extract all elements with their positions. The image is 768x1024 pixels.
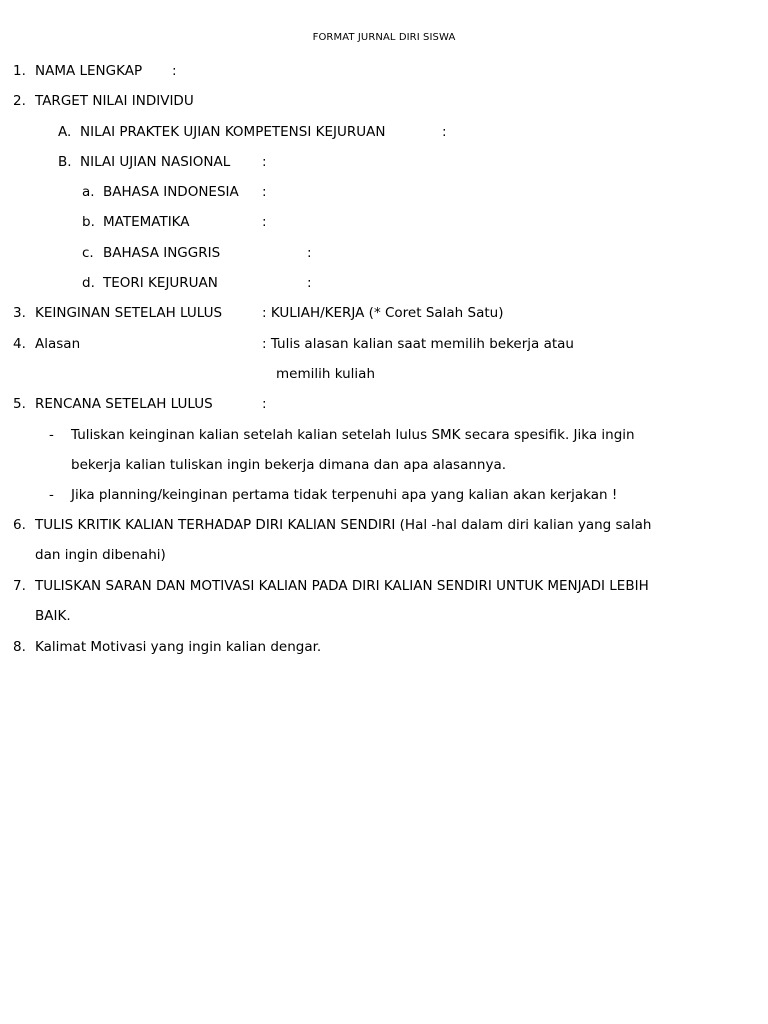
item-label: NILAI UJIAN NASIONAL (80, 154, 231, 170)
item-colon: : (442, 124, 447, 140)
item-colon: : (262, 214, 267, 230)
item-number: 3. (13, 305, 26, 321)
item-label: NAMA LENGKAP (35, 63, 143, 79)
item-number: c. (82, 245, 94, 261)
item-label: Alasan (35, 336, 81, 352)
item-colon: : (262, 154, 267, 170)
item-value: : KULIAH/KERJA (* Coret Salah Satu) (262, 305, 504, 321)
item-label: NILAI PRAKTEK UJIAN KOMPETENSI KEJURUAN (80, 124, 386, 140)
item-label: MATEMATIKA (103, 214, 190, 230)
item-number: d. (82, 275, 95, 291)
item-number: 5. (13, 396, 26, 412)
item-label: TARGET NILAI INDIVIDU (35, 93, 194, 109)
bullet-text: Jika planning/keinginan pertama tidak terpenuhi apa yang kalian akan kerjakan ! (71, 487, 618, 503)
item-colon: : (262, 184, 267, 200)
item-number: 7. (13, 578, 26, 594)
item-number: 2. (13, 93, 26, 109)
item-label: BAHASA INGGRIS (103, 245, 221, 261)
bullet-dash: - (49, 427, 54, 443)
item-number: a. (82, 184, 95, 200)
item-colon: : (262, 396, 267, 412)
item-number: b. (82, 214, 95, 230)
item-label: BAHASA INDONESIA (103, 184, 239, 200)
item-number: B. (58, 154, 72, 170)
item-label: KEINGINAN SETELAH LULUS (35, 305, 223, 321)
item-text-continuation: BAIK. (35, 608, 71, 624)
item-label: RENCANA SETELAH LULUS (35, 396, 213, 412)
document-title: FORMAT JURNAL DIRI SISWA (312, 32, 456, 43)
item-text: Kalimat Motivasi yang ingin kalian dengar. (35, 639, 322, 655)
bullet-text: Tuliskan keinginan kalian setelah kalian setelah lulus SMK secara spesifik. Jika ingin (71, 427, 635, 443)
item-text: TULISKAN SARAN DAN MOTIVASI KALIAN PADA DIRI KALIAN SENDIRI UNTUK MENJADI LEBIH (35, 578, 649, 594)
item-label: TEORI KEJURUAN (103, 275, 218, 291)
bullet-dash: - (49, 487, 54, 503)
item-colon: : (307, 275, 312, 291)
item-value: : Tulis alasan kalian saat memilih bekerja atau (262, 336, 574, 352)
item-number: A. (58, 124, 72, 140)
item-value-continuation: memilih kuliah (276, 366, 375, 382)
item-number: 8. (13, 639, 26, 655)
bullet-text-continuation: bekerja kalian tuliskan ingin bekerja dimana dan apa alasannya. (71, 457, 507, 473)
item-number: 4. (13, 336, 26, 352)
item-number: 6. (13, 517, 26, 533)
item-colon: : (172, 63, 177, 79)
item-text: TULIS KRITIK KALIAN TERHADAP DIRI KALIAN SENDIRI (Hal -hal dalam diri kalian yang salah (35, 517, 652, 533)
item-colon: : (307, 245, 312, 261)
item-text-continuation: dan ingin dibenahi) (35, 547, 166, 563)
item-number: 1. (13, 63, 26, 79)
